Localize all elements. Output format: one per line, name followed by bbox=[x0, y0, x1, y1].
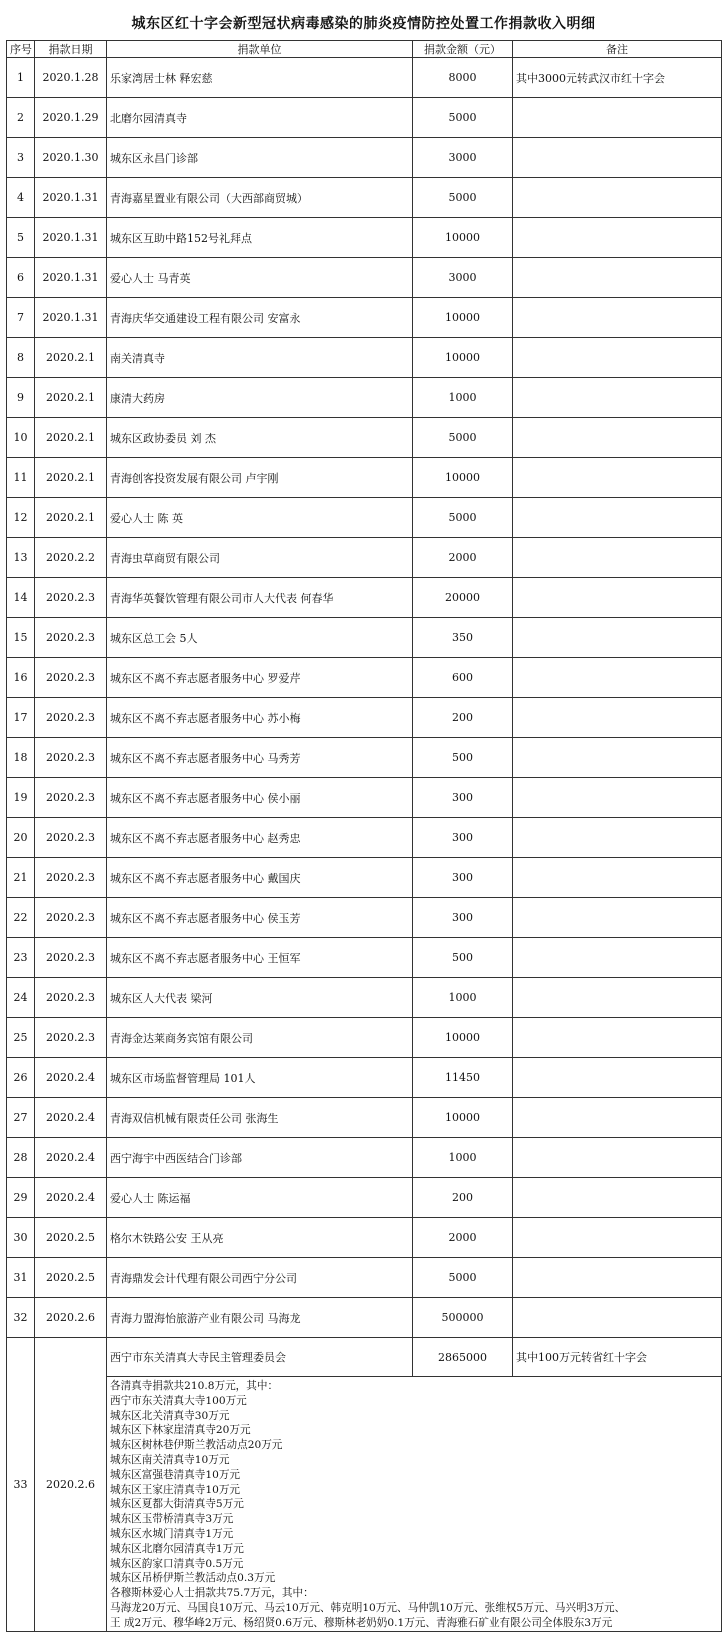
cell-no: 12 bbox=[7, 498, 35, 538]
cell-amount: 200 bbox=[413, 1178, 513, 1218]
cell-amount: 2865000 bbox=[413, 1338, 513, 1377]
cell-date: 2020.2.1 bbox=[35, 418, 107, 458]
table-row bbox=[7, 818, 722, 858]
cell-note bbox=[513, 538, 722, 578]
cell-note bbox=[513, 818, 722, 858]
cell-no: 13 bbox=[7, 538, 35, 578]
cell-no: 6 bbox=[7, 258, 35, 298]
cell-note bbox=[513, 458, 722, 498]
cell-note bbox=[513, 898, 722, 938]
cell-no: 21 bbox=[7, 858, 35, 898]
cell-date: 2020.2.3 bbox=[35, 738, 107, 778]
breakdown-line: 各清真寺捐款共210.8万元，其中： bbox=[110, 1380, 279, 1392]
breakdown-line: 城东区北磨尔园清真寺1万元 bbox=[110, 1542, 244, 1555]
cell-unit: 青海双信机械有限责任公司 张海生 bbox=[107, 1098, 413, 1138]
cell-note bbox=[513, 1218, 722, 1258]
cell-amount: 1000 bbox=[413, 1138, 513, 1178]
table-row bbox=[7, 178, 722, 218]
table-row bbox=[7, 858, 722, 898]
cell-unit: 康清大药房 bbox=[107, 378, 413, 418]
cell-note bbox=[513, 298, 722, 338]
cell-no: 8 bbox=[7, 338, 35, 378]
cell-note bbox=[513, 1098, 722, 1138]
cell-no: 16 bbox=[7, 658, 35, 698]
cell-date: 2020.2.2 bbox=[35, 538, 107, 578]
donation-breakdown bbox=[107, 1377, 722, 1632]
cell-unit: 青海虫草商贸有限公司 bbox=[107, 538, 413, 578]
cell-no: 26 bbox=[7, 1058, 35, 1098]
breakdown-line: 城东区水城门清真寺1万元 bbox=[110, 1527, 234, 1540]
table-row bbox=[7, 1218, 722, 1258]
table-row bbox=[7, 498, 722, 538]
cell-unit: 青海力盟海怡旅游产业有限公司 马海龙 bbox=[107, 1298, 413, 1338]
table-header-row bbox=[7, 41, 722, 58]
cell-date: 2020.2.3 bbox=[35, 578, 107, 618]
table-row bbox=[7, 698, 722, 738]
cell-amount: 600 bbox=[413, 658, 513, 698]
cell-unit: 城东区永昌门诊部 bbox=[107, 138, 413, 178]
table-row bbox=[7, 58, 722, 98]
cell-amount: 5000 bbox=[413, 418, 513, 458]
cell-date: 2020.1.30 bbox=[35, 138, 107, 178]
table-row bbox=[7, 778, 722, 818]
cell-note bbox=[513, 378, 722, 418]
cell-unit: 爱心人士 陈 英 bbox=[107, 498, 413, 538]
table-row bbox=[7, 618, 722, 658]
table-row bbox=[7, 138, 722, 178]
breakdown-line: 城东区韵家口清真寺0.5万元 bbox=[110, 1557, 244, 1570]
cell-unit: 青海华英餐饮管理有限公司市人大代表 何春华 bbox=[107, 578, 413, 618]
cell-amount: 500000 bbox=[413, 1298, 513, 1338]
cell-unit: 青海嘉星置业有限公司（大西部商贸城） bbox=[107, 178, 413, 218]
cell-no: 11 bbox=[7, 458, 35, 498]
cell-date: 2020.2.3 bbox=[35, 938, 107, 978]
cell-unit: 城东区市场监督管理局 101人 bbox=[107, 1058, 413, 1098]
cell-date: 2020.2.3 bbox=[35, 858, 107, 898]
breakdown-line: 城东区王家庄清真寺10万元 bbox=[110, 1483, 241, 1496]
cell-note: 其中3000元转武汉市红十字会 bbox=[513, 58, 722, 98]
table-row bbox=[7, 658, 722, 698]
breakdown-line: 马海龙20万元、马国良10万元、马云10万元、韩克明10万元、马仲凯10万元、张维权5万元、马兴明3万元、 bbox=[110, 1601, 626, 1614]
table-row bbox=[7, 298, 722, 338]
cell-date: 2020.2.6 bbox=[35, 1298, 107, 1338]
cell-unit: 青海金达莱商务宾馆有限公司 bbox=[107, 1018, 413, 1058]
cell-no: 9 bbox=[7, 378, 35, 418]
cell-date: 2020.1.28 bbox=[35, 58, 107, 98]
table-row-33-details bbox=[7, 1377, 722, 1632]
cell-unit: 城东区政协委员 刘 杰 bbox=[107, 418, 413, 458]
breakdown-line: 城东区吊桥伊斯兰教活动点0.3万元 bbox=[110, 1572, 276, 1585]
cell-note bbox=[513, 1178, 722, 1218]
cell-note bbox=[513, 618, 722, 658]
cell-no: 18 bbox=[7, 738, 35, 778]
table-row-33 bbox=[7, 1338, 722, 1377]
cell-date: 2020.1.29 bbox=[35, 98, 107, 138]
table-row bbox=[7, 898, 722, 938]
cell-amount: 300 bbox=[413, 818, 513, 858]
table-row bbox=[7, 1138, 722, 1178]
cell-amount: 5000 bbox=[413, 98, 513, 138]
cell-no: 32 bbox=[7, 1298, 35, 1338]
cell-unit: 北磨尔园清真寺 bbox=[107, 98, 413, 138]
breakdown-line: 王 成2万元、穆华峰2万元、杨绍贤0.6万元、穆斯林老奶奶0.1万元、青海雅石矿业有限公司全体股东3万元 bbox=[110, 1616, 613, 1629]
cell-note bbox=[513, 98, 722, 138]
cell-no: 7 bbox=[7, 298, 35, 338]
cell-date: 2020.2.3 bbox=[35, 898, 107, 938]
cell-date: 2020.1.31 bbox=[35, 218, 107, 258]
breakdown-line: 各穆斯林爱心人士捐款共75.7万元，其中： bbox=[110, 1587, 314, 1600]
breakdown-line: 城东区北关清真寺30万元 bbox=[110, 1409, 230, 1422]
breakdown-line: 城东区玉带桥清真寺3万元 bbox=[110, 1513, 234, 1526]
cell-date: 2020.1.31 bbox=[35, 178, 107, 218]
cell-no: 30 bbox=[7, 1218, 35, 1258]
cell-unit: 城东区互助中路152号礼拜点 bbox=[107, 218, 413, 258]
table-row bbox=[7, 1058, 722, 1098]
cell-date: 2020.2.4 bbox=[35, 1098, 107, 1138]
cell-no: 25 bbox=[7, 1018, 35, 1058]
cell-date: 2020.2.4 bbox=[35, 1138, 107, 1178]
cell-note bbox=[513, 698, 722, 738]
cell-amount: 200 bbox=[413, 698, 513, 738]
table-row bbox=[7, 98, 722, 138]
cell-date: 2020.2.3 bbox=[35, 818, 107, 858]
cell-amount: 350 bbox=[413, 618, 513, 658]
header-date: 捐款日期 bbox=[35, 41, 107, 58]
cell-amount: 10000 bbox=[413, 338, 513, 378]
cell-note bbox=[513, 1258, 722, 1298]
breakdown-line: 西宁市东关清真大寺100万元 bbox=[110, 1394, 247, 1407]
cell-no: 29 bbox=[7, 1178, 35, 1218]
breakdown-line: 城东区树林巷伊斯兰教活动点20万元 bbox=[110, 1439, 283, 1452]
table-row bbox=[7, 938, 722, 978]
table-row bbox=[7, 218, 722, 258]
cell-no: 28 bbox=[7, 1138, 35, 1178]
cell-no: 24 bbox=[7, 978, 35, 1018]
cell-date: 2020.2.1 bbox=[35, 338, 107, 378]
cell-amount: 1000 bbox=[413, 978, 513, 1018]
cell-no: 19 bbox=[7, 778, 35, 818]
table-row bbox=[7, 578, 722, 618]
header-note: 备注 bbox=[513, 41, 722, 58]
cell-date: 2020.2.3 bbox=[35, 658, 107, 698]
cell-unit: 城东区不离不弃志愿者服务中心 苏小梅 bbox=[107, 698, 413, 738]
cell-amount: 10000 bbox=[413, 1098, 513, 1138]
breakdown-line: 城东区夏都大街清真寺5万元 bbox=[110, 1498, 244, 1511]
cell-amount: 3000 bbox=[413, 258, 513, 298]
cell-amount: 500 bbox=[413, 738, 513, 778]
cell-unit: 城东区不离不弃志愿者服务中心 侯小丽 bbox=[107, 778, 413, 818]
cell-no: 3 bbox=[7, 138, 35, 178]
cell-date: 2020.2.1 bbox=[35, 498, 107, 538]
cell-amount: 300 bbox=[413, 858, 513, 898]
cell-no: 14 bbox=[7, 578, 35, 618]
cell-date: 2020.2.3 bbox=[35, 698, 107, 738]
cell-date: 2020.2.3 bbox=[35, 978, 107, 1018]
cell-unit: 城东区人大代表 梁河 bbox=[107, 978, 413, 1018]
header-no: 序号 bbox=[7, 41, 35, 58]
cell-amount: 300 bbox=[413, 778, 513, 818]
cell-date: 2020.2.3 bbox=[35, 618, 107, 658]
cell-note bbox=[513, 338, 722, 378]
cell-unit: 南关清真寺 bbox=[107, 338, 413, 378]
breakdown-line: 城东区富强巷清真寺10万元 bbox=[110, 1468, 241, 1481]
cell-no: 23 bbox=[7, 938, 35, 978]
cell-note bbox=[513, 178, 722, 218]
cell-amount: 500 bbox=[413, 938, 513, 978]
cell-unit: 西宁海宇中西医结合门诊部 bbox=[107, 1138, 413, 1178]
cell-date: 2020.2.3 bbox=[35, 1018, 107, 1058]
cell-note: 其中100万元转省红十字会 bbox=[513, 1338, 722, 1377]
cell-amount: 10000 bbox=[413, 458, 513, 498]
cell-date: 2020.2.1 bbox=[35, 458, 107, 498]
table-row bbox=[7, 338, 722, 378]
cell-amount: 5000 bbox=[413, 178, 513, 218]
cell-unit: 城东区不离不弃志愿者服务中心 侯玉芳 bbox=[107, 898, 413, 938]
cell-no: 15 bbox=[7, 618, 35, 658]
cell-unit: 城东区总工会 5人 bbox=[107, 618, 413, 658]
table-row bbox=[7, 1178, 722, 1218]
cell-date: 2020.2.6 bbox=[35, 1338, 107, 1632]
table-row bbox=[7, 538, 722, 578]
cell-no: 1 bbox=[7, 58, 35, 98]
cell-unit: 城东区不离不弃志愿者服务中心 马秀芳 bbox=[107, 738, 413, 778]
cell-unit: 爱心人士 马青英 bbox=[107, 258, 413, 298]
cell-note bbox=[513, 738, 722, 778]
cell-date: 2020.2.5 bbox=[35, 1258, 107, 1298]
table-row bbox=[7, 258, 722, 298]
table-row bbox=[7, 1098, 722, 1138]
cell-amount: 10000 bbox=[413, 218, 513, 258]
cell-date: 2020.2.4 bbox=[35, 1058, 107, 1098]
cell-amount: 20000 bbox=[413, 578, 513, 618]
cell-no: 31 bbox=[7, 1258, 35, 1298]
cell-note bbox=[513, 498, 722, 538]
cell-unit: 城东区不离不弃志愿者服务中心 赵秀忠 bbox=[107, 818, 413, 858]
cell-unit: 城东区不离不弃志愿者服务中心 戴国庆 bbox=[107, 858, 413, 898]
cell-amount: 11450 bbox=[413, 1058, 513, 1098]
cell-unit: 西宁市东关清真大寺民主管理委员会 bbox=[107, 1338, 413, 1377]
cell-unit: 乐家湾居士林 释宏慈 bbox=[107, 58, 413, 98]
cell-no: 27 bbox=[7, 1098, 35, 1138]
breakdown-line: 城东区南关清真寺10万元 bbox=[110, 1453, 230, 1466]
cell-unit: 城东区不离不弃志愿者服务中心 王恒军 bbox=[107, 938, 413, 978]
cell-note bbox=[513, 938, 722, 978]
table-row bbox=[7, 738, 722, 778]
cell-no: 4 bbox=[7, 178, 35, 218]
cell-note bbox=[513, 1138, 722, 1178]
cell-no: 10 bbox=[7, 418, 35, 458]
cell-note bbox=[513, 578, 722, 618]
header-amount: 捐款金额（元） bbox=[413, 41, 513, 58]
cell-no: 17 bbox=[7, 698, 35, 738]
cell-note bbox=[513, 418, 722, 458]
table-row bbox=[7, 418, 722, 458]
cell-note bbox=[513, 1298, 722, 1338]
cell-note bbox=[513, 1018, 722, 1058]
cell-amount: 8000 bbox=[413, 58, 513, 98]
cell-note bbox=[513, 258, 722, 298]
cell-amount: 5000 bbox=[413, 1258, 513, 1298]
table-row bbox=[7, 458, 722, 498]
cell-unit: 格尔木铁路公安 王从亮 bbox=[107, 1218, 413, 1258]
cell-note bbox=[513, 858, 722, 898]
table-row bbox=[7, 1298, 722, 1338]
cell-note bbox=[513, 218, 722, 258]
cell-no: 20 bbox=[7, 818, 35, 858]
cell-amount: 5000 bbox=[413, 498, 513, 538]
cell-amount: 300 bbox=[413, 898, 513, 938]
cell-amount: 2000 bbox=[413, 1218, 513, 1258]
cell-unit: 爱心人士 陈运福 bbox=[107, 1178, 413, 1218]
cell-date: 2020.1.31 bbox=[35, 298, 107, 338]
cell-date: 2020.2.4 bbox=[35, 1178, 107, 1218]
table-row bbox=[7, 978, 722, 1018]
cell-date: 2020.1.31 bbox=[35, 258, 107, 298]
cell-amount: 10000 bbox=[413, 298, 513, 338]
cell-unit: 青海创客投资发展有限公司 卢宇刚 bbox=[107, 458, 413, 498]
cell-note bbox=[513, 658, 722, 698]
cell-note bbox=[513, 1058, 722, 1098]
cell-no: 33 bbox=[7, 1338, 35, 1632]
cell-amount: 1000 bbox=[413, 378, 513, 418]
cell-note bbox=[513, 978, 722, 1018]
cell-date: 2020.2.3 bbox=[35, 778, 107, 818]
table-row bbox=[7, 1018, 722, 1058]
cell-date: 2020.2.5 bbox=[35, 1218, 107, 1258]
cell-note bbox=[513, 138, 722, 178]
cell-note bbox=[513, 778, 722, 818]
table-row bbox=[7, 378, 722, 418]
cell-no: 5 bbox=[7, 218, 35, 258]
header-unit: 捐款单位 bbox=[107, 41, 413, 58]
cell-date: 2020.2.1 bbox=[35, 378, 107, 418]
cell-unit: 青海庆华交通建设工程有限公司 安富永 bbox=[107, 298, 413, 338]
cell-unit: 青海鼎发会计代理有限公司西宁分公司 bbox=[107, 1258, 413, 1298]
cell-unit: 城东区不离不弃志愿者服务中心 罗爱芹 bbox=[107, 658, 413, 698]
cell-amount: 2000 bbox=[413, 538, 513, 578]
cell-no: 22 bbox=[7, 898, 35, 938]
cell-amount: 10000 bbox=[413, 1018, 513, 1058]
table-row bbox=[7, 1258, 722, 1298]
document-title: 城东区红十字会新型冠状病毒感染的肺炎疫情防控处置工作捐款收入明细 bbox=[131, 16, 596, 32]
donation-table bbox=[6, 40, 722, 1632]
cell-amount: 3000 bbox=[413, 138, 513, 178]
cell-no: 2 bbox=[7, 98, 35, 138]
breakdown-line: 城东区下林家崖清真寺20万元 bbox=[110, 1424, 251, 1437]
